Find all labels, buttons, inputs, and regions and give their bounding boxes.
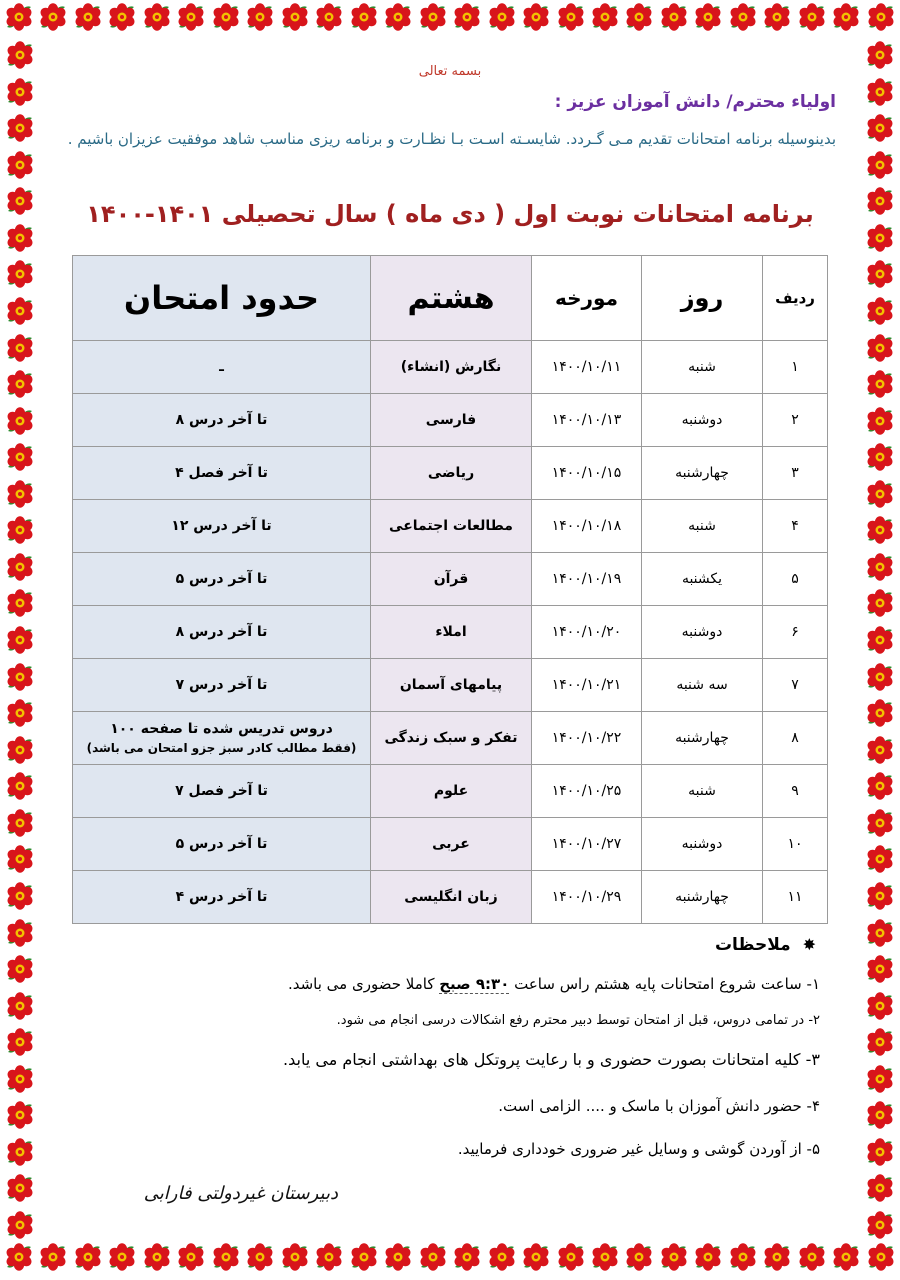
flower-icon [211, 2, 241, 32]
flower-icon [314, 1242, 344, 1272]
flower-icon [865, 150, 895, 180]
cell-subject: نگارش (انشاء) [371, 341, 532, 394]
note-item: ۳- کلیه امتحانات بصورت حضوری و با رعایت پروتکل های بهداشتی انجام می یابد. [283, 1050, 820, 1069]
cell-subject: مطالعات اجتماعی [371, 500, 532, 553]
header-date: مورخه [532, 256, 642, 341]
flower-icon [418, 2, 448, 32]
cell-row-number: ۸ [763, 712, 828, 765]
flower-icon [5, 1137, 35, 1167]
table-row [73, 606, 828, 659]
flower-icon [693, 2, 723, 32]
flower-icon [383, 2, 413, 32]
decorative-border-left [2, 36, 38, 1244]
flower-icon [5, 735, 35, 765]
cell-date: ۱۴۰۰/۱۰/۱۵ [532, 447, 642, 500]
flower-icon [5, 991, 35, 1021]
flower-icon [349, 1242, 379, 1272]
flower-icon [521, 2, 551, 32]
flower-icon [659, 1242, 689, 1272]
flower-icon [865, 662, 895, 692]
cell-row-number: ۷ [763, 659, 828, 712]
flower-icon [865, 844, 895, 874]
flower-icon [142, 2, 172, 32]
flower-icon [349, 2, 379, 32]
flower-icon [5, 918, 35, 948]
cell-subject: زبان انگلیسی [371, 871, 532, 924]
flower-icon [5, 113, 35, 143]
flower-icon [5, 698, 35, 728]
flower-icon [5, 369, 35, 399]
flower-icon [5, 808, 35, 838]
school-signature: دبیرستان غیردولتی فارابی [143, 1183, 338, 1204]
flower-icon [38, 1242, 68, 1272]
cell-day: دوشنبه [642, 394, 763, 447]
cell-subject: عربی [371, 818, 532, 871]
flower-icon [5, 588, 35, 618]
cell-day: دوشنبه [642, 606, 763, 659]
exam-schedule-table [72, 255, 828, 924]
cell-subject: پیامهای آسمان [371, 659, 532, 712]
flower-icon [176, 1242, 206, 1272]
flower-icon [5, 223, 35, 253]
flower-icon [5, 515, 35, 545]
flower-icon [521, 1242, 551, 1272]
flower-icon [5, 1027, 35, 1057]
flower-icon [866, 2, 896, 32]
cell-subject: ریاضی [371, 447, 532, 500]
flower-icon [5, 479, 35, 509]
flower-icon [865, 588, 895, 618]
exam-start-time: ۹:۳۰ صبح [439, 975, 510, 993]
intro-paragraph: بدینوسیله برنامه امتحانات تقدیم مـی گـردد. شایسـته اسـت بـا نظـارت و برنامه ریزی مناسب شاهد موفقیت عزیزان باشیم . [67, 130, 836, 148]
flower-icon [73, 1242, 103, 1272]
cell-exam-range: تا آخر درس ۵ [73, 818, 371, 871]
cell-exam-range: تا آخر درس ۷ [73, 659, 371, 712]
cell-exam-range: تا آخر درس ۱۲ [73, 500, 371, 553]
cell-date: ۱۴۰۰/۱۰/۱۹ [532, 553, 642, 606]
note-1-text-end: کاملا حضوری می باشد. [287, 975, 440, 993]
flower-icon [865, 369, 895, 399]
flower-icon [865, 296, 895, 326]
cell-date: ۱۴۰۰/۱۰/۲۰ [532, 606, 642, 659]
decorative-border-bottom [0, 1242, 900, 1278]
flower-icon [624, 1242, 654, 1272]
flower-icon [865, 77, 895, 107]
exam-range-text: دروس تدریس شده تا صفحه ۱۰۰ [110, 721, 333, 737]
cell-exam-range [73, 712, 371, 765]
flower-icon [142, 1242, 172, 1272]
greeting-line: اولیاء محترم/ دانش آموزان عزیز : [554, 92, 836, 112]
flower-icon [865, 552, 895, 582]
flower-icon [5, 77, 35, 107]
flower-icon [5, 406, 35, 436]
flower-icon [5, 296, 35, 326]
flower-icon [865, 479, 895, 509]
flower-icon [865, 1137, 895, 1167]
cell-day: چهارشنبه [642, 712, 763, 765]
flower-icon [865, 881, 895, 911]
header-subject: هشتم [371, 256, 532, 341]
cell-row-number: ۱۱ [763, 871, 828, 924]
cell-day: سه شنبه [642, 659, 763, 712]
flower-icon [280, 1242, 310, 1272]
note-item: ۴- حضور دانش آموزان با ماسک و .... الزامی است. [498, 1097, 820, 1115]
flower-icon [73, 2, 103, 32]
note-item [50, 975, 820, 993]
cell-date: ۱۴۰۰/۱۰/۱۸ [532, 500, 642, 553]
flower-icon [865, 918, 895, 948]
table-header-row [73, 256, 828, 341]
table-row [73, 447, 828, 500]
table-row [73, 341, 828, 394]
flower-icon [314, 2, 344, 32]
flower-icon [245, 1242, 275, 1272]
cell-day: چهارشنبه [642, 871, 763, 924]
flower-icon [5, 186, 35, 216]
cell-date: ۱۴۰۰/۱۰/۲۵ [532, 765, 642, 818]
flower-icon [5, 259, 35, 289]
table-row [73, 871, 828, 924]
flower-icon [38, 2, 68, 32]
flower-icon [5, 625, 35, 655]
cell-subject: املاء [371, 606, 532, 659]
cell-day: شنبه [642, 341, 763, 394]
flower-icon [728, 1242, 758, 1272]
cell-exam-range: ـ [73, 341, 371, 394]
decorative-border-top [0, 2, 900, 38]
cell-day: شنبه [642, 500, 763, 553]
decorative-border-right [862, 36, 898, 1244]
flower-icon [866, 1242, 896, 1272]
flower-icon [865, 1173, 895, 1203]
cell-subject: تفکر و سبک زندگی [371, 712, 532, 765]
flower-icon [659, 2, 689, 32]
cell-exam-range: تا آخر درس ۵ [73, 553, 371, 606]
flower-icon [487, 2, 517, 32]
cell-exam-range: تا آخر درس ۸ [73, 394, 371, 447]
exam-schedule-page [52, 50, 848, 1230]
cell-row-number: ۲ [763, 394, 828, 447]
flower-icon [556, 2, 586, 32]
cell-day: شنبه [642, 765, 763, 818]
cell-subject: قرآن [371, 553, 532, 606]
table-row [73, 553, 828, 606]
header-day: روز [642, 256, 763, 341]
flower-icon [5, 1064, 35, 1094]
flower-icon [797, 2, 827, 32]
notes-heading [715, 935, 816, 955]
flower-icon [865, 698, 895, 728]
table-row [73, 818, 828, 871]
flower-icon [693, 1242, 723, 1272]
flower-icon [865, 259, 895, 289]
cell-day: چهارشنبه [642, 447, 763, 500]
flower-icon [107, 2, 137, 32]
table-row [73, 659, 828, 712]
cell-exam-range: تا آخر درس ۸ [73, 606, 371, 659]
cell-subject: علوم [371, 765, 532, 818]
notes-heading-text: ملاحظات [714, 935, 791, 955]
flower-icon [418, 1242, 448, 1272]
asterisk-icon: ✸ [802, 935, 816, 954]
cell-date: ۱۴۰۰/۱۰/۱۳ [532, 394, 642, 447]
flower-icon [624, 2, 654, 32]
flower-icon [865, 991, 895, 1021]
flower-icon [865, 333, 895, 363]
flower-icon [865, 1100, 895, 1130]
flower-icon [865, 1064, 895, 1094]
flower-icon [865, 735, 895, 765]
header-exam-range: حدود امتحان [73, 256, 371, 341]
flower-icon [865, 406, 895, 436]
flower-icon [865, 40, 895, 70]
cell-date: ۱۴۰۰/۱۰/۲۷ [532, 818, 642, 871]
table-row [73, 500, 828, 553]
cell-exam-range: تا آخر فصل ۷ [73, 765, 371, 818]
note-item: ۲- در تمامی دروس، قبل از امتحان توسط دبیر محترم رفع اشکالات درسی انجام می شود. [336, 1013, 820, 1028]
flower-icon [5, 442, 35, 472]
flower-icon [487, 1242, 517, 1272]
flower-icon [5, 844, 35, 874]
flower-icon [865, 771, 895, 801]
flower-icon [762, 1242, 792, 1272]
flower-icon [107, 1242, 137, 1272]
flower-icon [865, 223, 895, 253]
flower-icon [5, 552, 35, 582]
flower-icon [5, 1173, 35, 1203]
page-title: برنامه امتحانات نوبت اول ( دی ماه ) سال تحصیلی ۱۴۰۱-۱۴۰۰ [86, 200, 814, 228]
cell-date: ۱۴۰۰/۱۰/۱۱ [532, 341, 642, 394]
flower-icon [728, 2, 758, 32]
flower-icon [5, 771, 35, 801]
cell-row-number: ۹ [763, 765, 828, 818]
flower-icon [5, 1100, 35, 1130]
cell-day: یکشنبه [642, 553, 763, 606]
cell-row-number: ۱ [763, 341, 828, 394]
flower-icon [865, 113, 895, 143]
cell-exam-range: تا آخر درس ۴ [73, 871, 371, 924]
flower-icon [5, 954, 35, 984]
flower-icon [5, 662, 35, 692]
flower-icon [4, 2, 34, 32]
flower-icon [865, 515, 895, 545]
flower-icon [5, 881, 35, 911]
bismillah-heading: بسمه تعالی [418, 64, 482, 79]
flower-icon [762, 2, 792, 32]
flower-icon [280, 2, 310, 32]
flower-icon [865, 625, 895, 655]
flower-icon [383, 1242, 413, 1272]
flower-icon [831, 2, 861, 32]
flower-icon [865, 442, 895, 472]
flower-icon [5, 40, 35, 70]
cell-row-number: ۴ [763, 500, 828, 553]
cell-row-number: ۳ [763, 447, 828, 500]
flower-icon [4, 1242, 34, 1272]
flower-icon [865, 1027, 895, 1057]
flower-icon [865, 186, 895, 216]
note-item: ۵- از آوردن گوشی و وسایل غیر ضروری خودداری فرمایید. [457, 1140, 820, 1158]
note-1-text-start: ۱- ساعت شروع امتحانات پایه هشتم راس ساعت [509, 975, 820, 993]
cell-row-number: ۵ [763, 553, 828, 606]
flower-icon [831, 1242, 861, 1272]
flower-icon [5, 150, 35, 180]
flower-icon [452, 1242, 482, 1272]
cell-day: دوشنبه [642, 818, 763, 871]
flower-icon [797, 1242, 827, 1272]
flower-icon [452, 2, 482, 32]
table-row [73, 765, 828, 818]
flower-icon [5, 1210, 35, 1240]
flower-icon [865, 808, 895, 838]
flower-icon [590, 1242, 620, 1272]
cell-date: ۱۴۰۰/۱۰/۲۱ [532, 659, 642, 712]
cell-date: ۱۴۰۰/۱۰/۲۹ [532, 871, 642, 924]
flower-icon [211, 1242, 241, 1272]
table-row [73, 394, 828, 447]
flower-icon [245, 2, 275, 32]
flower-icon [556, 1242, 586, 1272]
cell-exam-range: تا آخر فصل ۴ [73, 447, 371, 500]
flower-icon [590, 2, 620, 32]
cell-row-number: ۶ [763, 606, 828, 659]
table-row [73, 712, 828, 765]
flower-icon [5, 333, 35, 363]
exam-range-note: (فقط مطالب کادر سبز جزو امتحان می باشد) [86, 741, 357, 755]
flower-icon [865, 954, 895, 984]
cell-date: ۱۴۰۰/۱۰/۲۲ [532, 712, 642, 765]
header-row-number: ردیف [763, 256, 828, 341]
flower-icon [865, 1210, 895, 1240]
cell-row-number: ۱۰ [763, 818, 828, 871]
cell-subject: فارسی [371, 394, 532, 447]
flower-icon [176, 2, 206, 32]
